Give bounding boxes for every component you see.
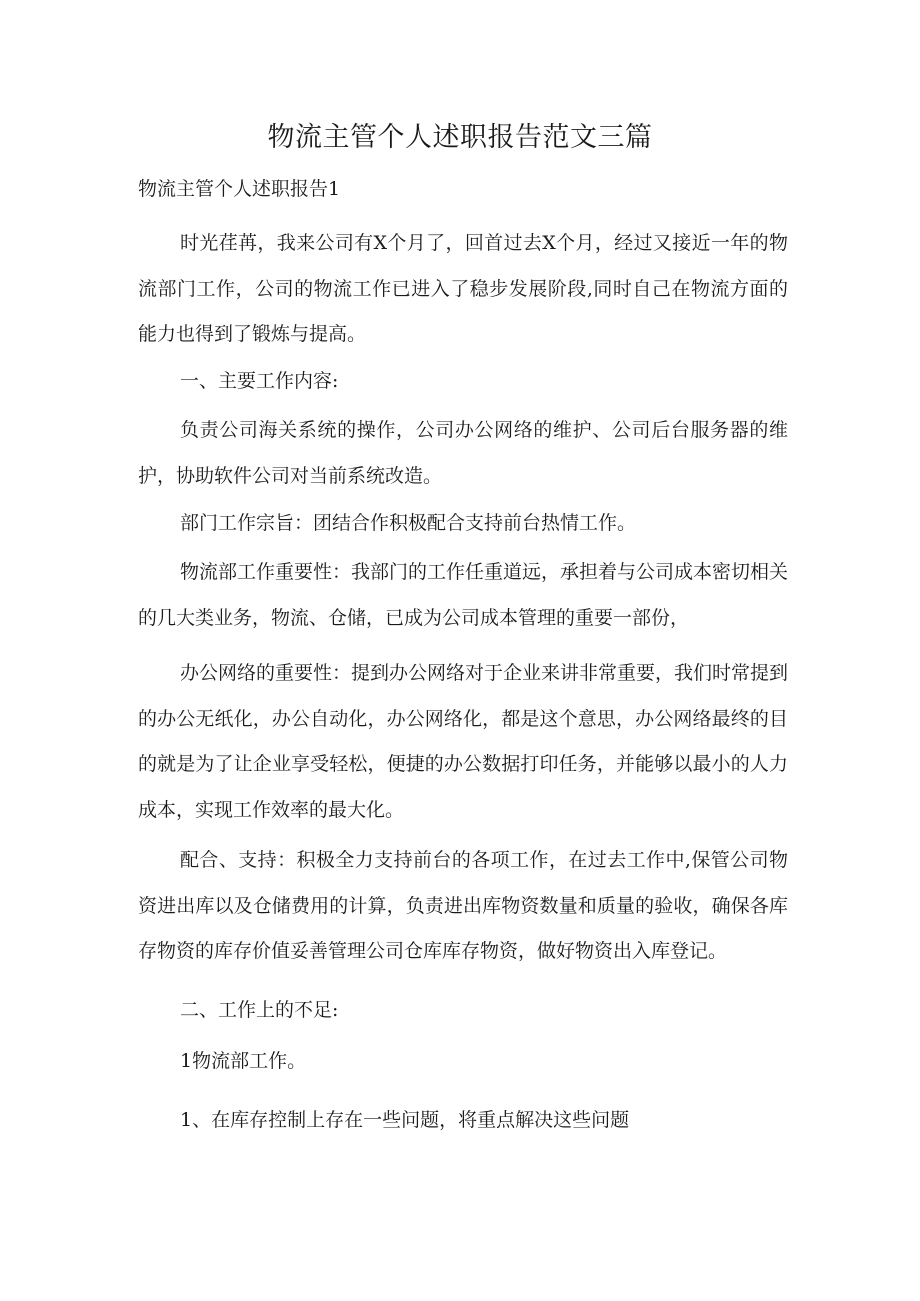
section-heading-main-work: 一、主要工作内容:: [180, 370, 339, 392]
paragraph-department-purpose: 部门工作宗旨：团结合作积极配合支持前台热情工作。: [180, 512, 637, 534]
paragraph-intro: 时光荏苒，我来公司有X个月了，回首过去X个月，经过又接近一年的物流部门工作，公司的物流工作已进入了稳步发展阶段,同时自己在物流方面的能力也得到了锻炼与提高。: [138, 232, 788, 345]
document-subtitle: 物流主管个人述职报告1: [138, 178, 341, 200]
document-title: 物流主管个人述职报告范文三篇: [267, 122, 653, 153]
paragraph-responsibilities: 负责公司海关系统的操作，公司办公网络的维护、公司后台服务器的维护，协助软件公司对当前系统改造。: [138, 419, 788, 487]
list-item-inventory-control: 1、在库存控制上存在一些问题，将重点解决这些问题: [180, 1109, 630, 1131]
section-heading-shortcomings: 二、工作上的不足:: [180, 999, 339, 1021]
subsection-logistics-work: 1物流部工作。: [180, 1050, 307, 1072]
paragraph-office-network-importance: 办公网络的重要性：提到办公网络对于企业来讲非常重要，我们时常提到的办公无纸化，办公自动化，办公网络化，都是这个意思，办公网络最终的目的就是为了让企业享受轻松，便捷的办公数据打印任务，并能够以最小的人力成本，实现工作效率的最大化。: [138, 662, 789, 821]
paragraph-logistics-importance: 物流部工作重要性：我部门的工作任重道远，承担着与公司成本密切相关的几大类业务，物流、仓储，已成为公司成本管理的重要一部份，: [138, 561, 789, 629]
paragraph-support: 配合、支持：积极全力支持前台的各项工作，在过去工作中,保管公司物资进出库以及仓储费用的计算，负责进出库物资数量和质量的验收，确保各库存物资的库存价值妥善管理公司仓库库存物资，做好物资出入库登记。: [138, 849, 788, 962]
